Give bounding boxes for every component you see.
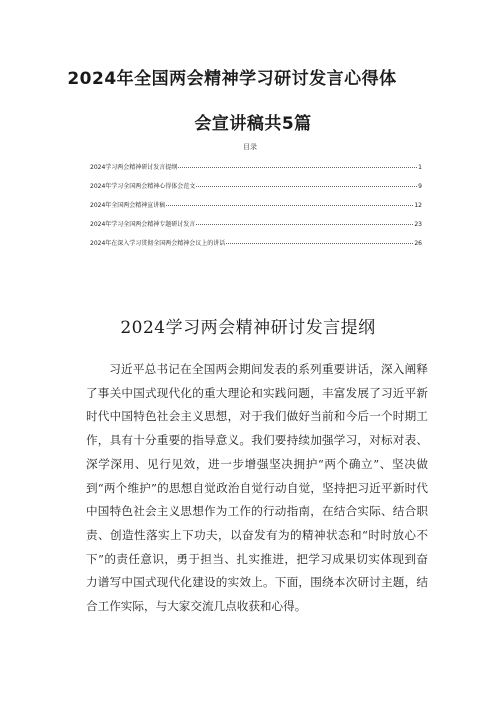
toc-entry-page: 9 — [418, 183, 422, 190]
toc-entry-text: 2024年在深入学习贯彻全国两会精神会议上的讲话 — [90, 240, 226, 247]
section-title: 2024学习两会精神研讨发言提纲 — [120, 318, 376, 338]
table-of-contents — [90, 162, 422, 257]
body-paragraph: 习近平总书记在全国两会期间发表的系列重要讲话，深入阐释了事关中国式现代化的重大理论和实践问题，丰富发展了习近平新时代中国特色社会主义思想，对于我们做好当前和今后一个时期工作，具有十分重要的指导意义。我们要持续加强学习，对标对表、深学深用、见行见效，进一步增强坚决拥护“两个确立”、坚决做到“两个维护”的思想自觉政治自觉行动自觉，坚持把习近平新时代中国特色社会主义思想作为工作的行动指南，在结合实际、结合职责、创造性落实上下功夫，以奋发有为的精神状态和“时时放心不下”的责任意识，勇于担当、扎实推进，把学习成果切实体现到奋力谱写中国式现代化建设的实效上。下面，围绕本次研讨主题，结合工作实际，与大家交流几点收获和心得。 — [86, 362, 428, 614]
toc-leader-dots — [166, 205, 413, 206]
toc-entry[interactable] — [90, 238, 422, 257]
toc-leader-dots — [196, 224, 413, 225]
toc-entry-page: 23 — [414, 221, 422, 228]
document-title-line-1: 2024年全国两会精神学习研讨发言心得体 — [67, 69, 397, 89]
toc-entry-text: 2024年学习全国两会精神专题研讨发言 — [90, 221, 196, 228]
toc-entry-page: 12 — [414, 202, 422, 209]
toc-entry-text: 2024年全国两会精神宣讲稿 — [90, 202, 166, 209]
toc-entry-text: 2024学习两会精神研讨发言提纲 — [90, 164, 178, 171]
toc-entry[interactable] — [90, 162, 422, 181]
toc-entry[interactable] — [90, 181, 422, 200]
toc-leader-dots — [178, 167, 417, 168]
toc-entry-text: 2024年学习全国两会精神心得体会范文 — [90, 183, 196, 190]
toc-entry[interactable] — [90, 200, 422, 219]
toc-heading: 目录 — [243, 143, 257, 151]
toc-entry-page: 1 — [418, 164, 422, 171]
toc-leader-dots — [196, 186, 417, 187]
document-title-line-2: 会宣讲稿共5篇 — [194, 114, 312, 134]
toc-entry[interactable] — [90, 219, 422, 238]
toc-entry-page: 26 — [414, 240, 422, 247]
toc-leader-dots — [226, 243, 413, 244]
